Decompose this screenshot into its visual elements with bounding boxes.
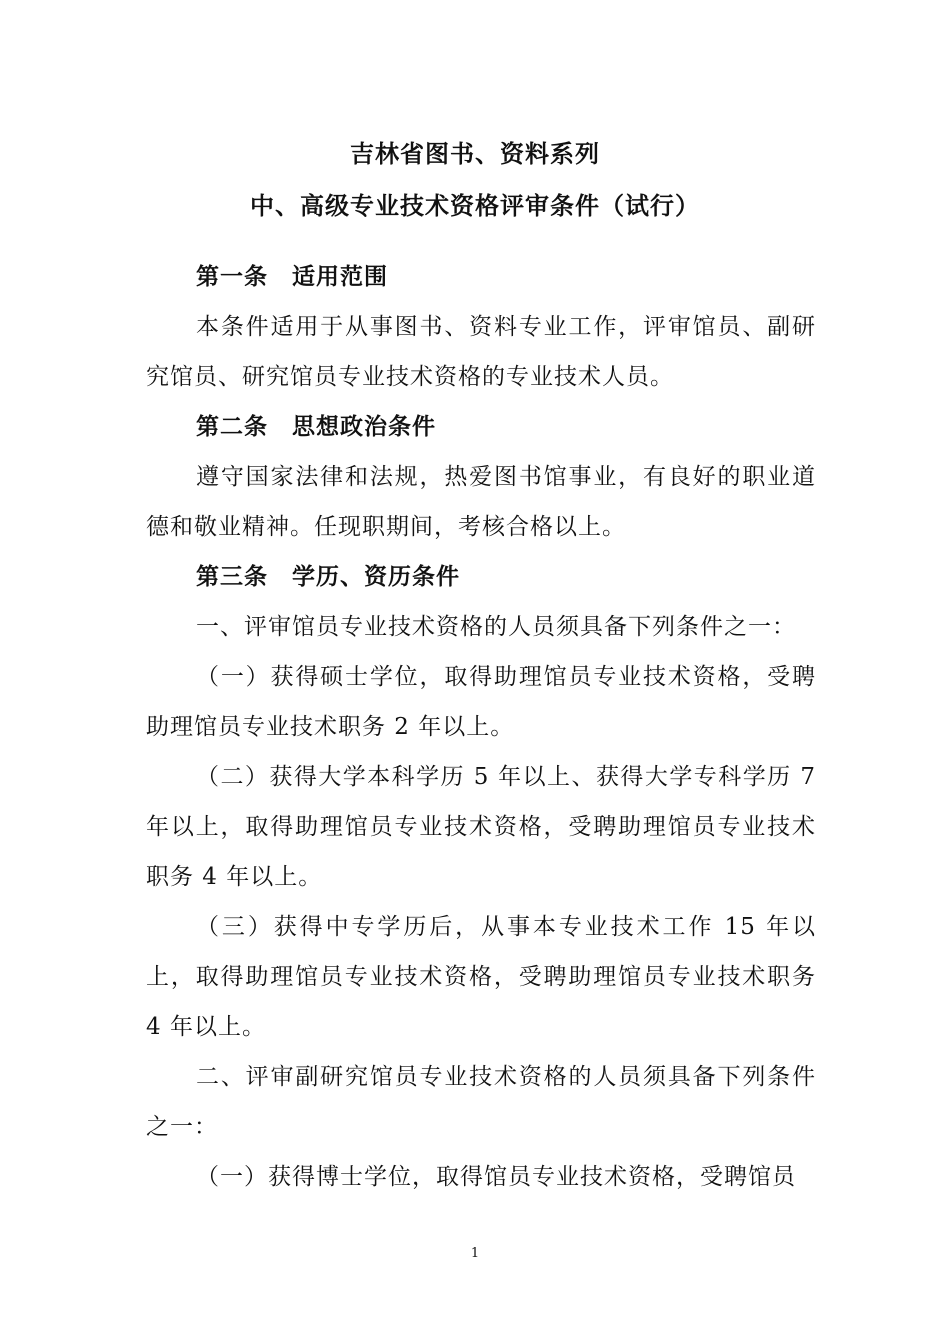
- document-title-line-2: 中、高级专业技术资格评审条件（试行）: [250, 192, 700, 220]
- section-title: 适用范围: [292, 264, 388, 290]
- section-heading-3: [146, 552, 816, 602]
- section-heading-2: [146, 402, 816, 452]
- paragraph: （三）获得中专学历后，从事本专业技术工作 15 年以上，取得助理馆员专业技术资格，受聘助理馆员专业技术职务 4 年以上。: [146, 914, 816, 1040]
- section-title: 思想政治条件: [292, 414, 436, 440]
- paragraph: 二、评审副研究馆员专业技术资格的人员须具备下列条件之一：: [146, 1064, 816, 1140]
- document-body: [146, 252, 816, 1202]
- paragraph: （一）获得博士学位，取得馆员专业技术资格，受聘馆员: [196, 1164, 796, 1190]
- document-title-line-1: 吉林省图书、资料系列: [350, 140, 600, 168]
- section-heading-1: [146, 252, 816, 302]
- paragraph: 一、评审馆员专业技术资格的人员须具备下列条件之一：: [196, 614, 796, 640]
- section-number: 第一条: [196, 264, 268, 290]
- page-number: 1: [470, 1246, 480, 1261]
- section-number: 第二条: [196, 414, 268, 440]
- paragraph: （二）获得大学本科学历 5 年以上、获得大学专科学历 7 年以上，取得助理馆员专业技术资格，受聘助理馆员专业技术职务 4 年以上。: [146, 764, 816, 890]
- paragraph: 遵守国家法律和法规，热爱图书馆事业，有良好的职业道德和敬业精神。任现职期间，考核合格以上。: [146, 464, 816, 540]
- paragraph: （一）获得硕士学位，取得助理馆员专业技术资格，受聘助理馆员专业技术职务 2 年以上。: [146, 664, 816, 740]
- paragraph: 本条件适用于从事图书、资料专业工作，评审馆员、副研究馆员、研究馆员专业技术资格的专业技术人员。: [146, 314, 816, 390]
- section-title: 学历、资历条件: [292, 564, 460, 590]
- section-number: 第三条: [196, 564, 268, 590]
